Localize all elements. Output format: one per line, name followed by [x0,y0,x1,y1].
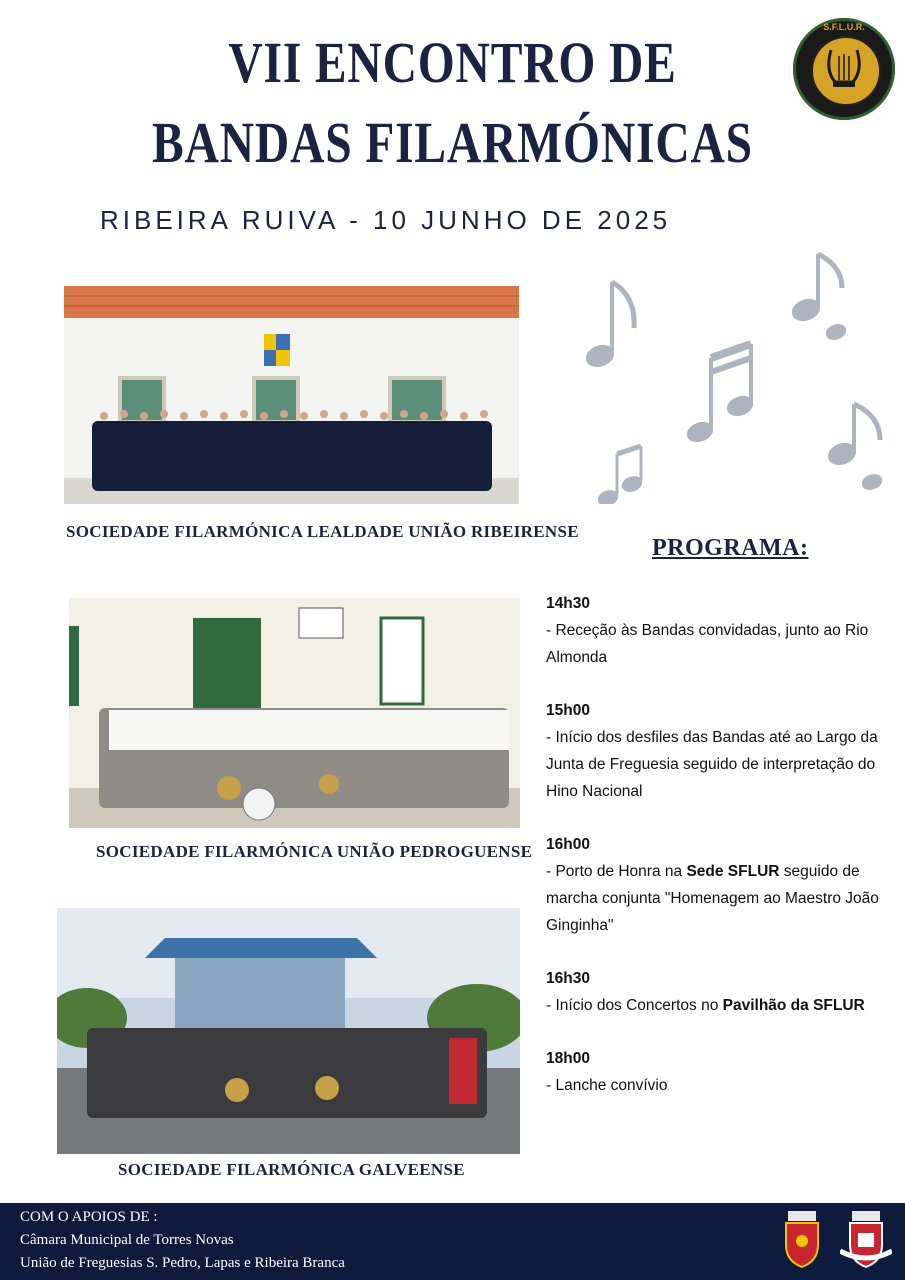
band-photo-galveense [57,908,520,1154]
program-item [546,590,896,671]
sponsor-camara: Câmara Municipal de Torres Novas [20,1232,234,1248]
sflur-logo [793,18,895,120]
program-description: - Porto de Honra na Sede SFLUR seguido de marcha conjunta "Homenagem ao Maestro João Ginginha" [546,863,879,934]
program-time: 15h00 [546,702,590,719]
program-item [546,965,896,1019]
poster-title-line-2: BANDAS FILARMÓNICAS [152,110,753,175]
program-highlight: Pavilhão da SFLUR [722,997,865,1014]
programa-heading: PROGRAMA: [652,535,809,561]
sponsor-uniao-freguesias: União de Freguesias S. Pedro, Lapas e Ribeira Branca [20,1255,345,1271]
double-note-icon [596,446,644,504]
band-photo-pedroguense [69,598,520,828]
program-item [546,697,896,805]
sponsors-heading: COM O APOIOS DE : [20,1209,158,1225]
caption-ribeirense: SOCIEDADE FILARMÓNICA LEALDADE UNIÃO RIBEIRENSE [66,522,579,541]
poster-title-line-1: VII ENCONTRO DE [228,30,677,95]
double-note-icon [685,344,756,445]
lyre-icon [811,36,877,102]
program-highlight: Sede SFLUR [686,863,780,880]
program-description: - Receção às Bandas convidadas, junto ao Rio Almonda [546,622,869,666]
parish-crest-icon [840,1211,892,1269]
band-photo-ribeirense [64,286,519,504]
municipal-crest-icon [782,1211,822,1269]
program-description: - Lanche convívio [546,1077,668,1094]
sponsors-footer [0,1203,905,1280]
music-notes-decoration [580,244,900,504]
caption-pedroguense: SOCIEDADE FILARMÓNICA UNIÃO PEDROGUENSE [96,842,533,861]
program-item [546,1045,896,1099]
program-time: 14h30 [546,595,590,612]
program-list [546,590,896,1125]
logo-text: S.F.L.U.R. [823,22,865,32]
program-time: 18h00 [546,1050,590,1067]
program-time: 16h30 [546,970,590,987]
music-note-icon [583,282,634,370]
program-item [546,831,896,939]
program-description: - Início dos desfiles das Bandas até ao Largo da Junta de Freguesia seguido de interpretação do Hino Nacional [546,729,878,800]
music-note-icon [825,404,883,492]
program-time: 16h00 [546,836,590,853]
event-location-date: RIBEIRA RUIVA - 10 JUNHO DE 2025 [100,205,672,235]
music-note-icon [789,254,847,342]
caption-galveense: SOCIEDADE FILARMÓNICA GALVEENSE [118,1160,465,1179]
program-description: - Início dos Concertos no Pavilhão da SFLUR [546,997,865,1014]
